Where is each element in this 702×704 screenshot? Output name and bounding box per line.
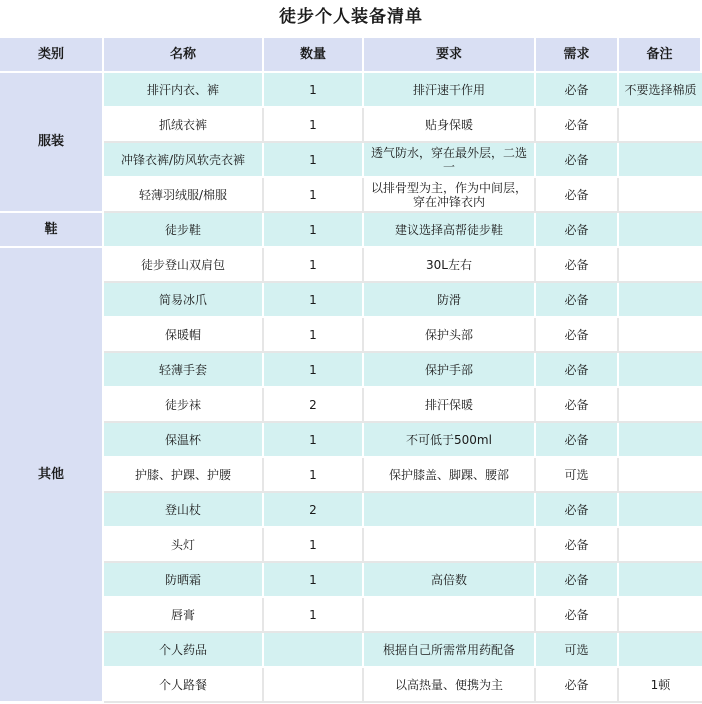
item-name-cell: 排汗内衣、裤 bbox=[104, 73, 264, 108]
item-requirement-cell: 防滑 bbox=[364, 283, 536, 318]
item-quantity-cell: 2 bbox=[264, 388, 364, 423]
item-need-cell: 必备 bbox=[536, 73, 619, 108]
table-body bbox=[0, 73, 702, 703]
item-name-cell: 防晒霜 bbox=[104, 563, 264, 598]
table-row bbox=[0, 143, 702, 178]
item-requirement-cell: 不可低于500ml bbox=[364, 423, 536, 458]
item-quantity-cell: 1 bbox=[264, 108, 364, 143]
table-row bbox=[0, 388, 702, 423]
item-need-cell: 必备 bbox=[536, 353, 619, 388]
header-need: 需求 bbox=[536, 38, 619, 73]
table-row bbox=[0, 178, 702, 213]
item-requirement-cell bbox=[364, 598, 536, 633]
equipment-table bbox=[0, 38, 702, 703]
item-note-cell bbox=[619, 318, 702, 353]
item-note-cell: 1顿 bbox=[619, 668, 702, 703]
item-note-cell bbox=[619, 598, 702, 633]
item-need-cell: 必备 bbox=[536, 598, 619, 633]
item-name-cell: 登山杖 bbox=[104, 493, 264, 528]
item-note-cell bbox=[619, 248, 702, 283]
item-name-cell: 保暖帽 bbox=[104, 318, 264, 353]
item-name-cell: 抓绒衣裤 bbox=[104, 108, 264, 143]
item-requirement-cell bbox=[364, 493, 536, 528]
item-quantity-cell: 1 bbox=[264, 248, 364, 283]
item-requirement-cell: 贴身保暖 bbox=[364, 108, 536, 143]
item-need-cell: 必备 bbox=[536, 248, 619, 283]
item-requirement-cell bbox=[364, 528, 536, 563]
item-quantity-cell: 1 bbox=[264, 213, 364, 248]
item-requirement-cell: 保护头部 bbox=[364, 318, 536, 353]
item-need-cell: 必备 bbox=[536, 143, 619, 178]
table-row bbox=[0, 248, 702, 283]
table-row bbox=[0, 493, 702, 528]
table-row bbox=[0, 458, 702, 493]
item-name-cell: 个人药品 bbox=[104, 633, 264, 668]
item-note-cell bbox=[619, 493, 702, 528]
item-need-cell: 可选 bbox=[536, 458, 619, 493]
item-requirement-cell: 以排骨型为主，作为中间层，穿在冲锋衣内 bbox=[364, 178, 536, 213]
item-note-cell: 不要选择棉质 bbox=[619, 73, 702, 108]
item-name-cell: 徒步袜 bbox=[104, 388, 264, 423]
item-quantity-cell: 1 bbox=[264, 178, 364, 213]
item-requirement-cell: 建议选择高帮徒步鞋 bbox=[364, 213, 536, 248]
item-requirement-cell: 30L左右 bbox=[364, 248, 536, 283]
item-quantity-cell: 1 bbox=[264, 353, 364, 388]
category-cell: 服装 bbox=[0, 73, 104, 213]
item-name-cell: 个人路餐 bbox=[104, 668, 264, 703]
header-requirement: 要求 bbox=[364, 38, 536, 73]
item-quantity-cell: 1 bbox=[264, 563, 364, 598]
item-note-cell bbox=[619, 178, 702, 213]
item-name-cell: 徒步鞋 bbox=[104, 213, 264, 248]
item-need-cell: 必备 bbox=[536, 178, 619, 213]
item-note-cell bbox=[619, 458, 702, 493]
table-row bbox=[0, 283, 702, 318]
item-quantity-cell: 1 bbox=[264, 598, 364, 633]
item-quantity-cell bbox=[264, 633, 364, 668]
item-quantity-cell: 1 bbox=[264, 318, 364, 353]
item-quantity-cell: 1 bbox=[264, 73, 364, 108]
item-name-cell: 简易冰爪 bbox=[104, 283, 264, 318]
item-requirement-cell: 排汗速干作用 bbox=[364, 73, 536, 108]
header-quantity: 数量 bbox=[264, 38, 364, 73]
header-note: 备注 bbox=[619, 38, 702, 73]
header-name: 名称 bbox=[104, 38, 264, 73]
item-requirement-cell: 透气防水，穿在最外层，二选一 bbox=[364, 143, 536, 178]
item-need-cell: 必备 bbox=[536, 423, 619, 458]
item-name-cell: 头灯 bbox=[104, 528, 264, 563]
item-note-cell bbox=[619, 283, 702, 318]
item-requirement-cell: 高倍数 bbox=[364, 563, 536, 598]
item-note-cell bbox=[619, 353, 702, 388]
item-need-cell: 必备 bbox=[536, 563, 619, 598]
item-note-cell bbox=[619, 633, 702, 668]
category-cell: 其他 bbox=[0, 248, 104, 703]
item-need-cell: 必备 bbox=[536, 213, 619, 248]
item-note-cell bbox=[619, 563, 702, 598]
table-row bbox=[0, 633, 702, 668]
table-row bbox=[0, 108, 702, 143]
item-requirement-cell: 以高热量、便携为主 bbox=[364, 668, 536, 703]
item-name-cell: 轻薄手套 bbox=[104, 353, 264, 388]
header-category: 类别 bbox=[0, 38, 104, 73]
item-requirement-cell: 根据自己所需常用药配备 bbox=[364, 633, 536, 668]
category-cell: 鞋 bbox=[0, 213, 104, 248]
item-note-cell bbox=[619, 108, 702, 143]
table-row bbox=[0, 353, 702, 388]
item-need-cell: 可选 bbox=[536, 633, 619, 668]
table-row bbox=[0, 73, 702, 108]
table-row bbox=[0, 423, 702, 458]
item-need-cell: 必备 bbox=[536, 388, 619, 423]
item-need-cell: 必备 bbox=[536, 108, 619, 143]
table-row bbox=[0, 318, 702, 353]
item-requirement-cell: 保护膝盖、脚踝、腰部 bbox=[364, 458, 536, 493]
item-note-cell bbox=[619, 423, 702, 458]
item-note-cell bbox=[619, 528, 702, 563]
item-note-cell bbox=[619, 388, 702, 423]
item-quantity-cell: 1 bbox=[264, 143, 364, 178]
table-row bbox=[0, 528, 702, 563]
item-name-cell: 护膝、护踝、护腰 bbox=[104, 458, 264, 493]
table-row bbox=[0, 598, 702, 633]
item-note-cell bbox=[619, 213, 702, 248]
item-quantity-cell: 1 bbox=[264, 458, 364, 493]
item-name-cell: 徒步登山双肩包 bbox=[104, 248, 264, 283]
item-need-cell: 必备 bbox=[536, 318, 619, 353]
item-quantity-cell bbox=[264, 668, 364, 703]
item-requirement-cell: 保护手部 bbox=[364, 353, 536, 388]
item-name-cell: 唇膏 bbox=[104, 598, 264, 633]
item-quantity-cell: 2 bbox=[264, 493, 364, 528]
item-name-cell: 冲锋衣裤/防风软壳衣裤 bbox=[104, 143, 264, 178]
table-row bbox=[0, 668, 702, 703]
table-header-row bbox=[0, 38, 702, 73]
item-name-cell: 保温杯 bbox=[104, 423, 264, 458]
item-need-cell: 必备 bbox=[536, 528, 619, 563]
item-name-cell: 轻薄羽绒服/棉服 bbox=[104, 178, 264, 213]
item-need-cell: 必备 bbox=[536, 493, 619, 528]
item-requirement-cell: 排汗保暖 bbox=[364, 388, 536, 423]
table-row bbox=[0, 213, 702, 248]
item-need-cell: 必备 bbox=[536, 668, 619, 703]
page-title: 徒步个人装备清单 bbox=[279, 7, 423, 27]
item-quantity-cell: 1 bbox=[264, 283, 364, 318]
item-quantity-cell: 1 bbox=[264, 528, 364, 563]
item-quantity-cell: 1 bbox=[264, 423, 364, 458]
item-note-cell bbox=[619, 143, 702, 178]
item-need-cell: 必备 bbox=[536, 283, 619, 318]
table-row bbox=[0, 563, 702, 598]
